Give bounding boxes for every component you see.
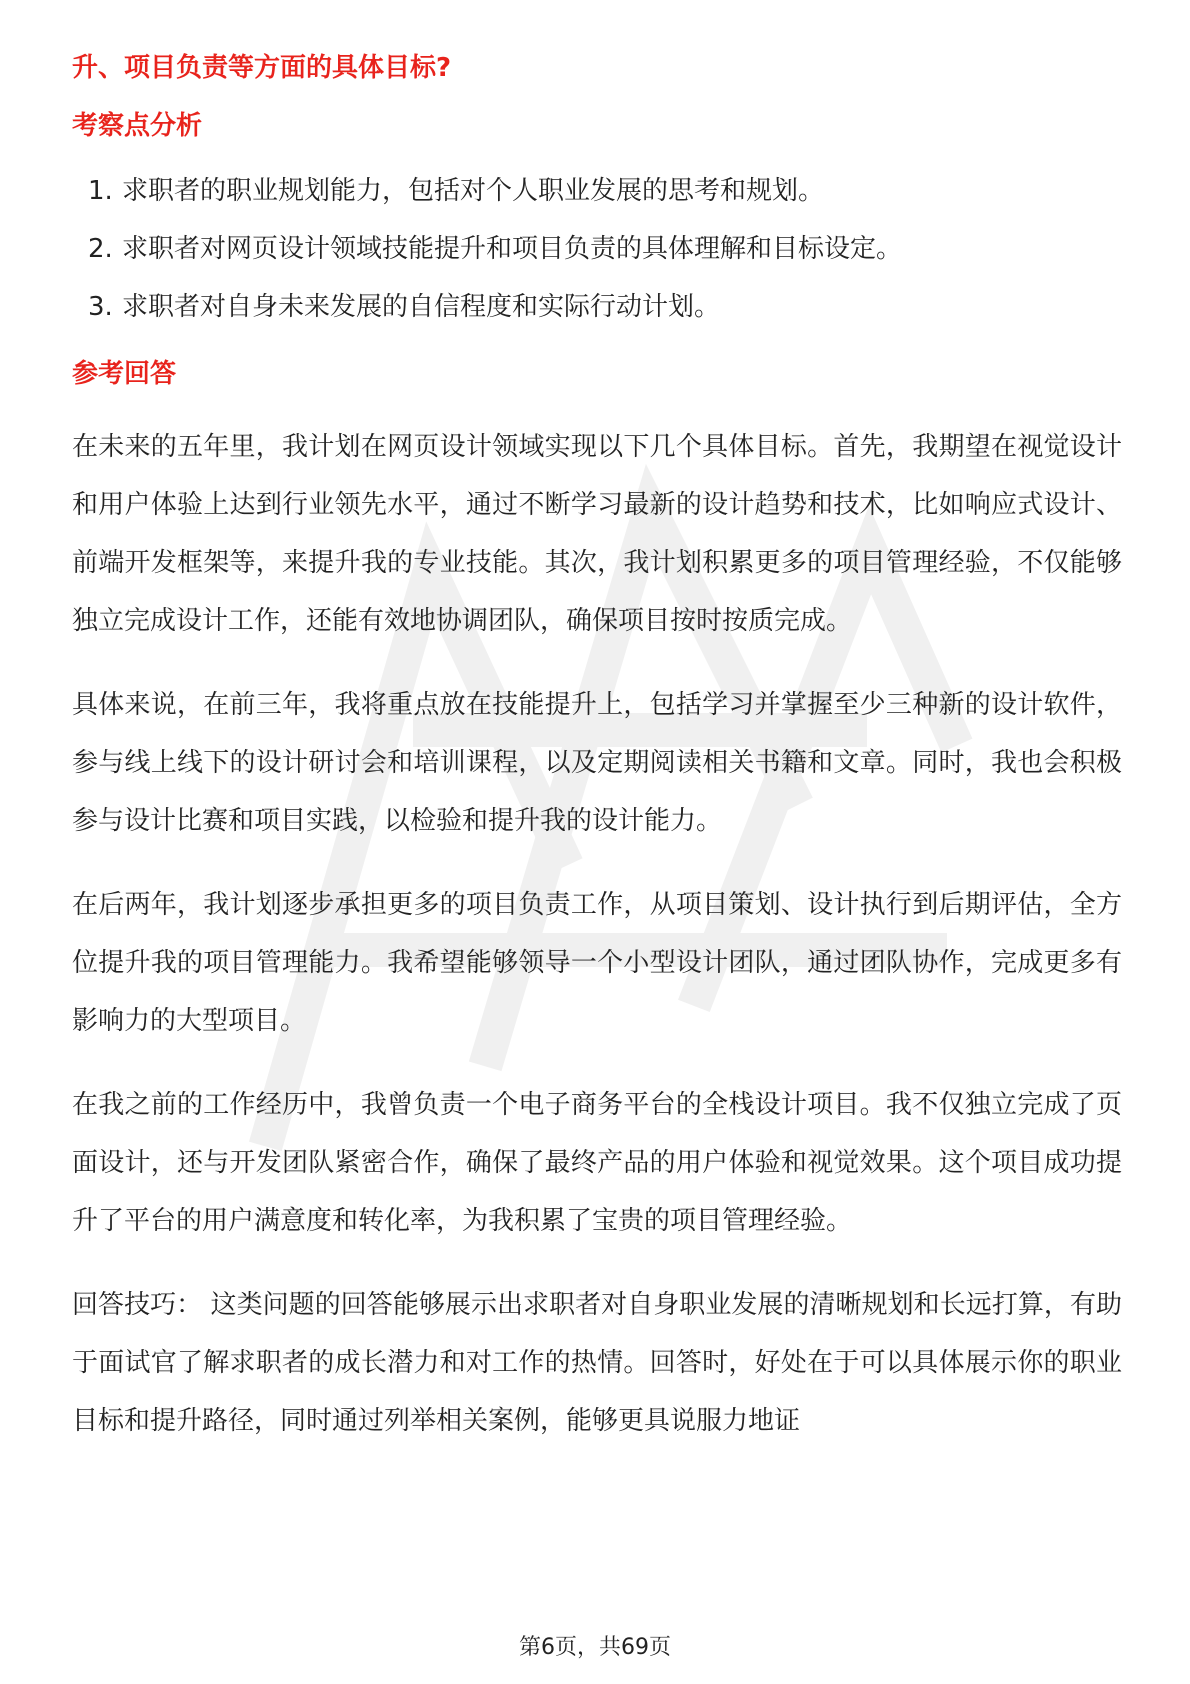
analysis-list (72, 172, 1122, 326)
answer-paragraph: 具体来说，在前三年，我将重点放在技能提升上，包括学习并掌握至少三种新的设计软件，参与线上线下的设计研讨会和培训课程，以及定期阅读相关书籍和文章。同时，我也会积极参与设计比赛和项目实践，以检验和提升我的设计能力。 (72, 690, 1122, 836)
question-heading: 升、项目负责等方面的具体目标? (72, 53, 452, 83)
analysis-heading: 考察点分析 (72, 111, 203, 141)
list-item (72, 230, 1122, 268)
page-footer: 第6页，共69页 (519, 1635, 671, 1660)
list-item-text: 求职者对自身未来发展的自信程度和实际行动计划。 (122, 292, 721, 322)
document-page (72, 50, 1122, 1450)
list-item (72, 288, 1122, 326)
answer-paragraph: 在后两年，我计划逐步承担更多的项目负责工作，从项目策划、设计执行到后期评估，全方位提升我的项目管理能力。我希望能够领导一个小型设计团队，通过团队协作，完成更多有影响力的大型项目。 (72, 890, 1122, 1036)
list-item-number: 1. (88, 176, 113, 206)
tips-paragraph: 回答技巧： 这类问题的回答能够展示出求职者对自身职业发展的清晰规划和长远打算，有助于面试官了解求职者的成长潜力和对工作的热情。回答时，好处在于可以具体展示你的职业目标和提升路径，同时通过列举相关案例，能够更具说服力地证 (72, 1290, 1122, 1436)
answer-heading: 参考回答 (72, 359, 177, 389)
list-item-text: 求职者的职业规划能力，包括对个人职业发展的思考和规划。 (122, 176, 825, 206)
list-item-number: 2. (88, 234, 113, 264)
answer-paragraph: 在我之前的工作经历中，我曾负责一个电子商务平台的全栈设计项目。我不仅独立完成了页面设计，还与开发团队紧密合作，确保了最终产品的用户体验和视觉效果。这个项目成功提升了平台的用户满意度和转化率，为我积累了宝贵的项目管理经验。 (72, 1090, 1122, 1236)
list-item (72, 172, 1122, 210)
answer-paragraph: 在未来的五年里，我计划在网页设计领域实现以下几个具体目标。首先，我期望在视觉设计和用户体验上达到行业领先水平，通过不断学习最新的设计趋势和技术，比如响应式设计、前端开发框架等，来提升我的专业技能。其次，我计划积累更多的项目管理经验，不仅能够独立完成设计工作，还能有效地协调团队，确保项目按时按质完成。 (72, 432, 1122, 636)
list-item-number: 3. (88, 292, 113, 322)
list-item-text: 求职者对网页设计领域技能提升和项目负责的具体理解和目标设定。 (122, 234, 903, 264)
